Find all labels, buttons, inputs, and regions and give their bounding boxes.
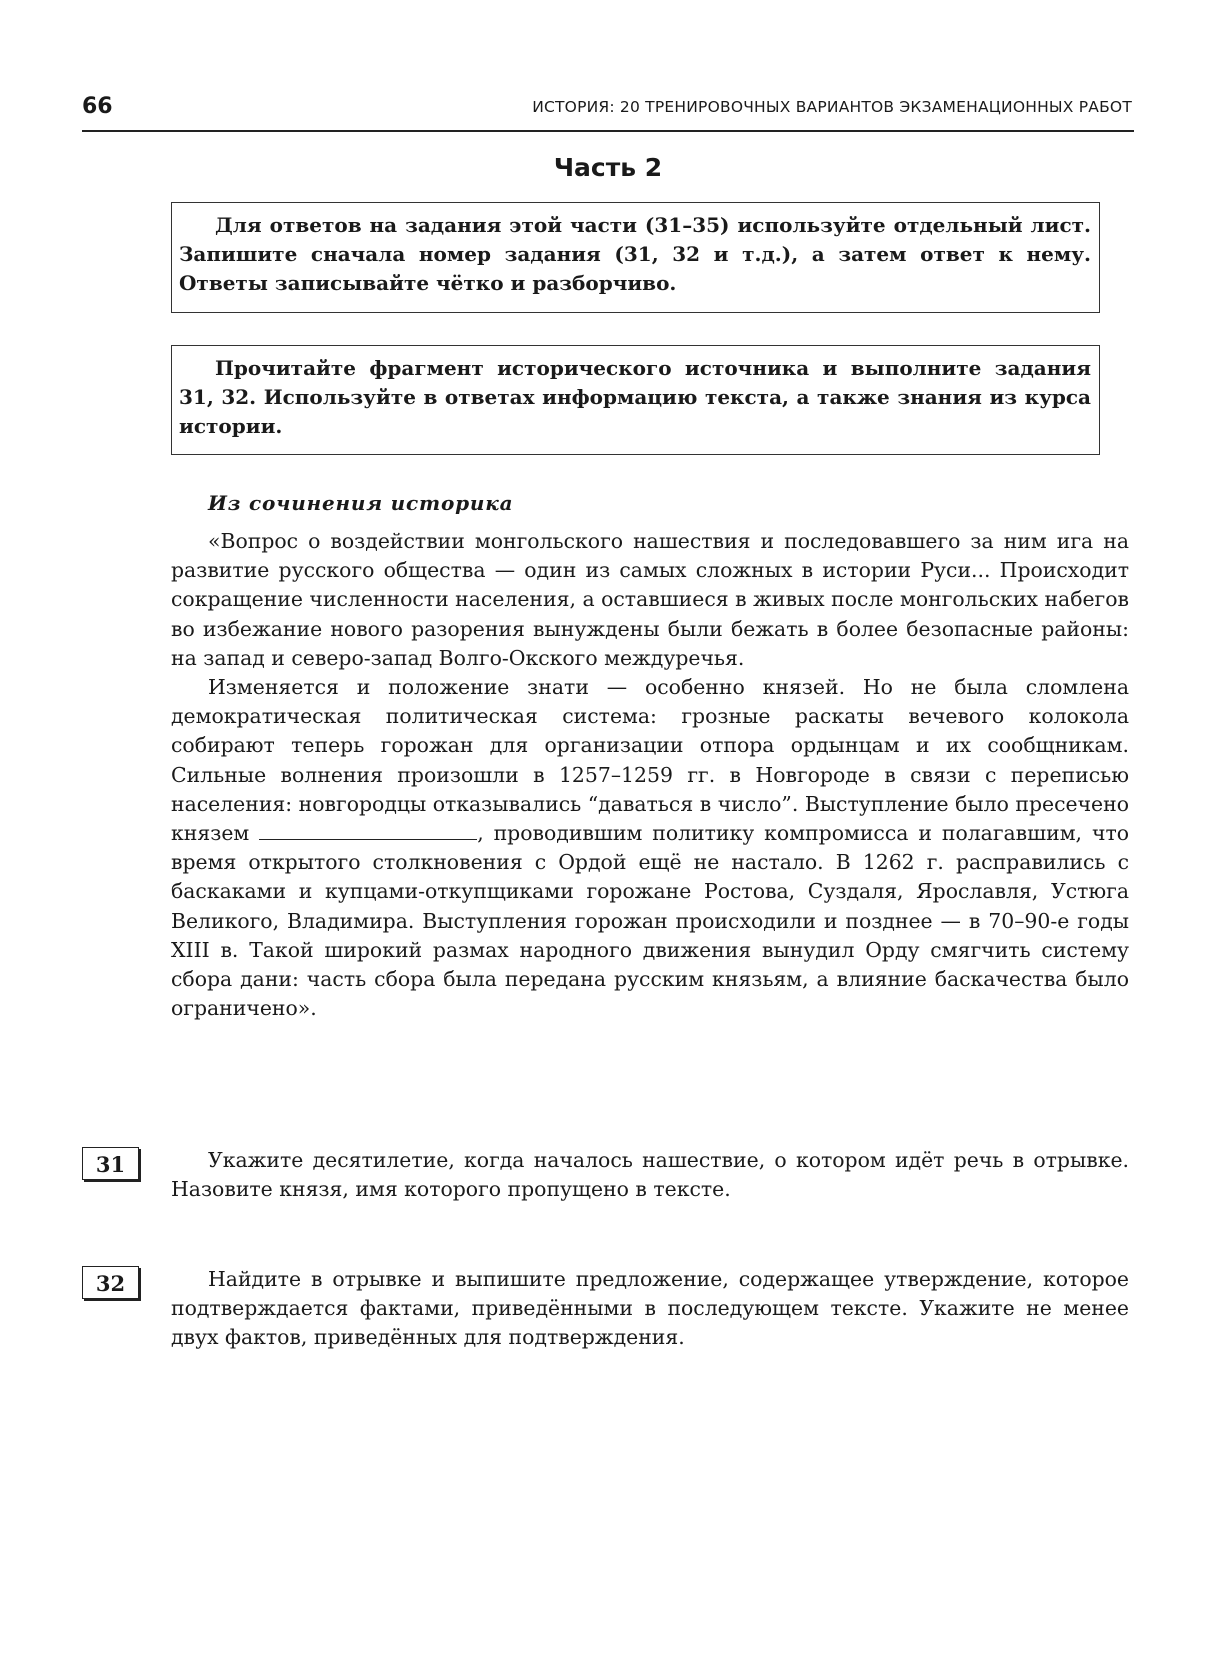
passage-paragraph-2 [171,673,1129,1023]
part-title: Часть 2 [553,153,663,182]
page-header [82,90,1134,132]
task-31-question: Укажите десятилетие, когда началось нашествие, о котором идёт речь в отрывке. Назовите князя, имя которого пропущено в тексте. [171,1148,1129,1202]
instruction-box-source [171,345,1100,455]
source-passage [171,527,1129,1023]
task-number-31: 31 [82,1147,139,1180]
instruction-text-answers: Для ответов на задания этой части (31–35) используйте отдельный лист. Запишите сначала номер задания (31, 32 и т.д.), а затем ответ к нему. Ответы записывайте чётко и разборчиво. [179,213,1091,295]
page-number: 66 [82,94,113,119]
passage-paragraph-1: «Вопрос о воздействии монгольского нашествия и последовавшего за ним ига на развитие русского общества — один из самых сложных в истории Руси... Происходит сокращение численности населения, а оставшиеся в живых после монгольских набегов во избежание нового разорения вынуждены были бежать в более безопасные районы: на запад и северо-запад Волго-Окского междуречья. [171,529,1129,670]
answer-blank-line [259,822,477,840]
task-number-32: 32 [82,1266,139,1299]
running-title: ИСТОРИЯ: 20 ТРЕНИРОВОЧНЫХ ВАРИАНТОВ ЭКЗАМЕНАЦИОННЫХ РАБОТ [532,98,1132,116]
task-text-32 [171,1265,1129,1353]
instruction-text-source: Прочитайте фрагмент исторического источника и выполните задания 31, 32. Используйте в ответах информацию текста, а также знания из курса истории. [179,356,1091,438]
task-text-31 [171,1146,1129,1204]
passage-text-after-blank: , проводившим политику компромисса и полагавшим, что время открытого столкновения с Ордой ещё не настало. В 1262 г. расправились с баскаками и купцами-откупщиками горожане Ростова, Суздаля, Ярославля, Устюга Великого, Владимира. Выступления горожан происходили и позднее — в 70–90-е годы XIII в. Такой широкий размах народного движения вынудил Орду смягчить систему сбора дани: часть сбора была передана русским князьям, а влияние баскачества было ограничено». [171,821,1130,1021]
instruction-box-answers [171,202,1100,313]
task-32-question: Найдите в отрывке и выпишите предложение, содержащее утверждение, которое подтверждается фактами, приведёнными в последующем тексте. Укажите не менее двух фактов, приведённых для подтверждения. [171,1267,1129,1350]
passage-text-before-blank: Изменяется и положение знати — особенно князей. Но не была сломлена демократическая политическая система: грозные раскаты вечевого колокола собирают теперь горожан для организации отпора ордынцам и их сообщникам. Сильные волнения произошли в 1257–1259 гг. в Новгороде в связи с переписью населения: новгородцы отказывались “даваться в число”. Выступление было пресечено князем [171,675,1129,846]
source-title: Из сочинения историка [208,491,514,515]
